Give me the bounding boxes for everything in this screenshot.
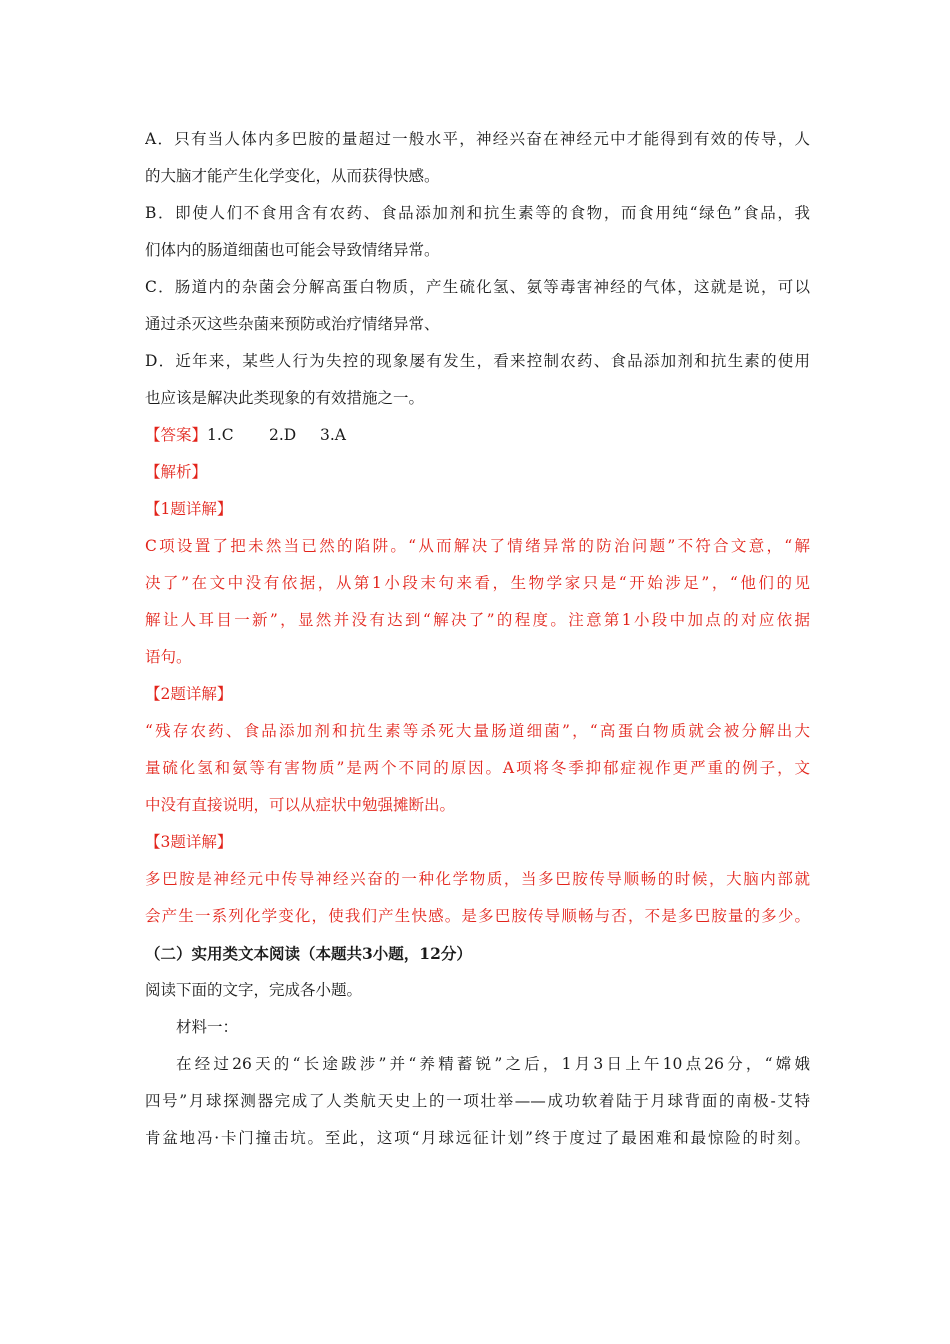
option-d	[145, 343, 810, 417]
answer-line	[145, 417, 810, 454]
q2-line-1: “残存农药、食品添加剂和抗生素等杀死大量肠道细菌”，“高蛋白物质就会被分解出大	[145, 722, 810, 740]
instruction: 阅读下面的文字，完成各小题。	[145, 981, 363, 999]
q2-line-3: 中没有直接说明，可以从症状中勉强摊断出。	[145, 796, 456, 814]
option-a-line-2: 的大脑才能产生化学变化，从而获得快感。	[145, 167, 440, 185]
q2-label: 【2题详解】	[145, 685, 233, 703]
q1-line-4: 语句。	[145, 648, 192, 666]
answer-item-1: 1.C	[207, 426, 234, 444]
option-b-line-1: B．即使人们不食用含有农药、食品添加剂和抗生素等的食物，而食用纯“绿色”食品，我	[145, 204, 810, 222]
option-c-line-2: 通过杀灭这些杂菌来预防或治疗情绪异常、	[145, 315, 440, 333]
material-one-text	[145, 1046, 810, 1157]
material-line-1: 在经过26天的“长途跋涉”并“养精蓄锐”之后，1月3日上午10点26分，“嫦娥	[176, 1055, 810, 1073]
q3-line-1: 多巴胺是神经元中传导神经兴奋的一种化学物质，当多巴胺传导顺畅的时候，大脑内部就	[145, 870, 810, 888]
option-a-line-1: A．只有当人体内多巴胺的量超过一般水平，神经兴奋在神经元中才能得到有效的传导，人	[145, 130, 810, 148]
option-b	[145, 195, 810, 269]
material-label: 材料一：	[176, 1018, 239, 1036]
option-c-line-1: C．肠道内的杂菌会分解高蛋白物质，产生硫化氢、氨等毒害神经的气体，这就是说，可以	[145, 278, 810, 296]
document-page	[145, 121, 810, 1157]
q2-line-2: 量硫化氢和氨等有害物质”是两个不同的原因。A项将冬季抑郁症视作更严重的例子，文	[145, 759, 810, 777]
q1-line-2: 决了”在文中没有依据，从第1小段末句来看，生物学家只是“开始涉足”，“他们的见	[145, 574, 810, 592]
material-line-2: 四号”月球探测器完成了人类航天史上的一项壮举——成功软着陆于月球背面的南极-艾特	[145, 1092, 810, 1110]
material-line-3: 肯盆地冯·卡门撞击坑。至此，这项“月球远征计划”终于度过了最困难和最惊险的时刻。	[145, 1129, 810, 1147]
section-heading: （二）实用类文本阅读（本题共3小题，12分）	[145, 944, 472, 963]
q1-line-3: 解让人耳目一新”，显然并没有达到“解决了”的程度。注意第1小段中加点的对应依据	[145, 611, 810, 629]
q1-explanation	[145, 491, 810, 676]
q3-explanation	[145, 824, 810, 935]
q3-label: 【3题详解】	[145, 833, 233, 851]
answer-item-2: 2.D	[269, 426, 297, 444]
analysis-label: 【解析】	[145, 463, 208, 481]
answer-label: 【答案】	[145, 426, 208, 444]
option-b-line-2: 们体内的肠道细菌也可能会导致情绪异常。	[145, 241, 440, 259]
q1-label: 【1题详解】	[145, 500, 233, 518]
option-c	[145, 269, 810, 343]
option-d-line-1: D．近年来，某些人行为失控的现象屡有发生，看来控制农药、食品添加剂和抗生素的使用	[145, 352, 810, 370]
q2-explanation	[145, 676, 810, 824]
option-a	[145, 121, 810, 195]
q1-line-1: C项设置了把未然当已然的陷阱。“从而解决了情绪异常的防治问题”不符合文意，“解	[145, 537, 810, 555]
q3-line-2: 会产生一系列化学变化，使我们产生快感。是多巴胺传导顺畅与否，不是多巴胺量的多少。	[145, 907, 810, 925]
answer-item-3: 3.A	[320, 426, 346, 444]
option-d-line-2: 也应该是解决此类现象的有效措施之一。	[145, 389, 425, 407]
